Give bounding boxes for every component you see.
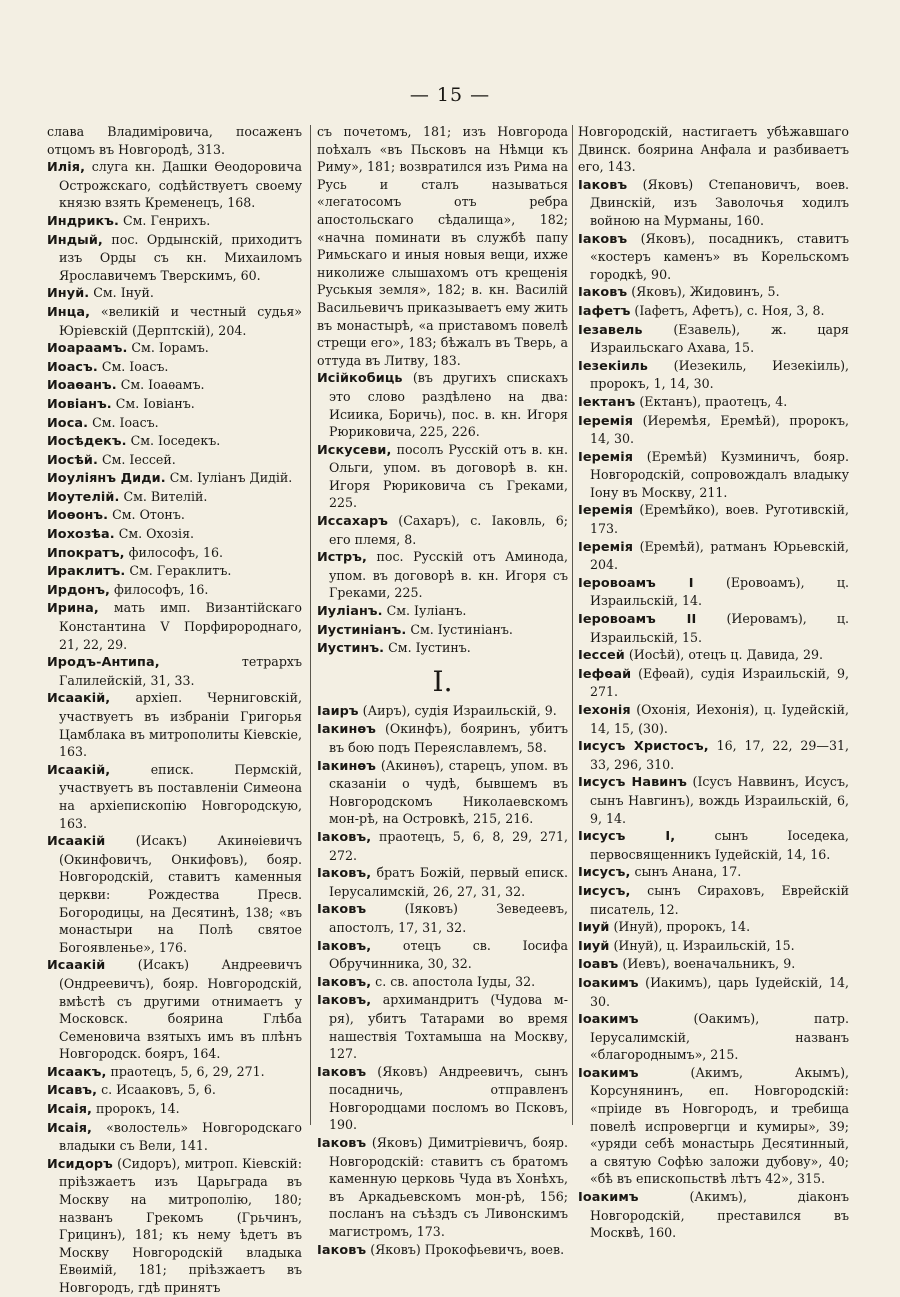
entry-text: См. Іуліанъ. [386,603,467,619]
dictionary-entry [47,212,302,231]
entry-headword: Іеремія [578,449,634,465]
dictionary-entry [317,937,568,973]
entry-text: (Акимъ, Акымъ), Корсунянинъ, еп. Новгородскій: «пріиде въ Новгородъ, и требища повелѣ испровергци и кумиры», 39; «уряди себѣ монастырь Десятинный, а святую Софѣю заложи дубову», 40; «бѣ въ епископьствѣ лѣтъ 42», 315. [590,1064,849,1187]
entry-headword: Іеремія [578,539,634,555]
entry-text: (Ісусъ Наввинъ, Исусъ, сынъ Навгинъ), вождь Израильскій, 6, 9, 14. [590,774,849,826]
entry-headword: Іиуй [578,920,610,936]
entry-headword: Іеровоамъ II [578,612,697,628]
dictionary-entry [47,339,302,358]
entry-text: См. Охозія. [118,526,195,542]
entry-text: См. Іоседекъ. [130,433,221,449]
entry-text: (Іяковъ) Зеведеевъ, апостолъ, 17, 31, 32. [329,901,568,935]
dictionary-entry [47,395,302,414]
entry-text: (Иезекиль, Иезекіиль), пророкъ, 1, 14, 30. [590,357,849,392]
entry-text: слава Владиміровича, посаженъ отцомъ въ Новгородѣ, 313. [47,124,302,157]
entry-text: (Еремѣй), ратманъ Юрьевскій, 204. [590,538,849,573]
entry-text: (Езавель), ж. царя Израильскаго Ахава, 15. [590,321,849,356]
entry-headword: Іаковъ [578,231,628,247]
entry-headword: Индрикъ. [47,213,119,229]
dictionary-entry [317,973,568,992]
entry-headword: Іефѳай [578,666,632,682]
dictionary-entry [47,1081,302,1100]
entry-text: (Иеровамъ), ц. Израильскій, 15. [590,611,850,645]
entry-headword: Иоуліянъ Диди. [47,471,166,487]
entry-text: сынъ Іоседека, первосвященникъ Іудейскій, 14, 16. [590,828,849,862]
dictionary-entry [578,176,849,230]
dictionary-entry [47,158,302,212]
dictionary-entry [47,761,302,832]
dictionary-entry [47,1155,302,1297]
entry-headword: Иссахаръ [317,514,388,530]
entry-headword: Іоакимъ [578,1190,639,1206]
entry-headword: Іоавъ [578,957,619,973]
dictionary-entry [47,451,302,470]
entry-text: еписк. Пермскій, участвуетъ въ поставленіи Симеона на архіепископію Новгородскую, 163. [59,761,302,831]
dictionary-entry [47,599,302,653]
entry-text: (Яковъ) Димитріевичъ, бояр. Новгородскій: ставитъ съ братомъ каменную церковь Чуда въ Хонѣхъ, въ Аркадьевскомъ мон-рѣ, 156; посланъ на съѣздъ съ Ливонскимъ магистромъ, 173. [329,1135,568,1240]
entry-headword: Іектанъ [578,394,636,410]
entry-text: отецъ св. Іосифа Обручинника, 30, 32. [329,937,568,972]
entry-text: философъ, 16. [114,581,209,597]
column-2 [317,123,568,1259]
entry-text: (Акинѳъ), старецъ, упом. въ сказаніи о чудѣ, бывшемъ въ Новгородскомъ Николаевскомъ мон-рѣ, на Островкѣ, 215, 216. [329,757,568,827]
entry-headword: Иовіанъ. [47,396,112,412]
entry-text: (Яковъ) Прокофьевичъ, воев. [370,1241,565,1257]
entry-headword: Истръ, [317,550,367,566]
entry-headword: Іисусъ, [578,883,631,899]
entry-text: См. Іовіанъ. [115,395,195,411]
entry-text: сынъ Сираховъ, Еврейскій писатель, 12. [590,882,849,917]
entry-headword: Исаакій [47,834,106,850]
dictionary-entry [578,1188,849,1242]
entry-text: См. Інуй. [93,285,154,301]
dictionary-entry [578,538,849,574]
entry-text: (Яковъ) Андреевичъ, сынъ посадничь, отправленъ Новгородцами посломъ во Псковъ, 190. [329,1063,568,1133]
entry-text: пророкъ, 14. [96,1101,180,1117]
entry-headword: Іаковъ [317,1242,367,1258]
dictionary-entry [47,832,302,956]
entry-headword: Іезекіиль [578,358,648,374]
entry-text: См. Генрихъ. [123,212,211,228]
entry-headword: Іаковъ, [317,993,372,1009]
dictionary-entry [317,900,568,936]
dictionary-entry [47,469,302,488]
dictionary-entry [317,621,568,640]
dictionary-entry [47,284,302,303]
entry-headword: Исаія, [47,1120,92,1136]
entry-text: архіеп. Черниговскій, участвуетъ въ избраніи Григорья Цамблака въ митрополиты Кіевскіе, 163. [59,690,302,760]
dictionary-entry [578,955,849,974]
dictionary-entry [578,918,849,937]
dictionary-entry [47,1063,302,1082]
entry-text: (Иевъ), военачальникъ, 9. [622,956,796,972]
dictionary-entry [578,412,849,448]
entry-text: праотецъ, 5, 6, 29, 271. [110,1063,265,1079]
dictionary-entry [317,123,568,369]
entry-text: посолъ Русскій отъ в. кн. Ольги, упом. въ договорѣ в. кн. Игоря Рюриковича съ Греками, 225. [329,441,568,511]
entry-headword: Иоаѳанъ. [47,378,117,394]
entry-text: (Иеремѣя, Еремѣй), пророкъ, 14, 30. [590,412,849,447]
dictionary-entry [578,357,849,393]
entry-text: (Иакимъ), царь Іудейскій, 14, 30. [590,974,849,1009]
entry-headword: Исаакій [47,958,106,974]
entry-text: См. Гераклитъ. [129,563,232,579]
entry-headword: Іессей [578,648,625,664]
dictionary-entry [317,602,568,621]
entry-text: См. Іустиніанъ. [410,621,513,637]
entry-headword: Іисусъ Христосъ, [578,739,709,755]
entry-text: (Еремѣй) Кузминичъ, бояр. Новгородскій, сопровождалъ владыку Іону въ Москву, 211. [590,448,849,500]
entry-headword: Іаковъ, [317,866,372,882]
entry-text: (Яковъ), Жидовинъ, 5. [631,284,780,300]
entry-text: См. Іустинъ. [388,640,471,656]
entry-headword: Иродъ-Антипа, [47,655,160,671]
entry-text: (Сидоръ), митроп. Кіевскій: пріѣзжаетъ изъ Царьграда въ Москву на митрополію, 180; названъ Грекомъ (Грьчинъ, Грицинъ), 181; къ нему ѣдетъ въ Москву Новгородскій владыка Евѳимій, 181; пріѣзжаетъ въ Новгородъ, гдѣ принятъ [59,1155,302,1295]
entry-headword: Ипократъ, [47,545,125,561]
entry-headword: Іакинѳъ [317,758,376,774]
entry-text: (Еремѣйко), воев. Руготивскій, 173. [590,502,849,537]
dictionary-entry [578,665,849,701]
entry-headword: Ирдонъ, [47,582,111,598]
dictionary-entry [578,882,849,918]
entry-headword: Іакинѳъ [317,722,376,738]
dictionary-entry [47,358,302,377]
entry-text: Новгородскій, настигаетъ убѣжавшаго Двинск. боярина Анфала и разбиваетъ его, 143. [578,124,849,175]
dictionary-entry [317,369,568,440]
entry-text: философъ, 16. [128,544,224,560]
entry-text: сынъ Анана, 17. [634,864,742,880]
dictionary-entry [317,757,568,828]
column-3 [578,123,849,1242]
dictionary-entry [578,574,849,610]
dictionary-entry [47,653,302,689]
entry-headword: Исавъ, [47,1083,98,1099]
column-divider [572,125,573,1125]
entry-headword: Іаковъ [317,1136,367,1152]
entry-headword: Иосѣй. [47,452,98,468]
entry-text: (Исакъ) Акинѳіевичъ (Окинфовичъ, Онкифовъ), бояр. Новгородскій, ставитъ каменныя церкви: Рождества Пресв. Богородицы, на Десятинѣ, 138; «въ монастыри на Полѣ святое Богоявленье», 176. [59,833,302,955]
entry-headword: Іоакимъ [578,1065,639,1081]
entry-text: (Акимъ), діаконъ Новгородскій, преставился въ Москвѣ, 160. [590,1189,849,1241]
dictionary-entry [47,488,302,507]
entry-headword: Исаакій, [47,691,111,707]
dictionary-entry [578,230,849,284]
entry-headword: Иосѣдекъ. [47,434,127,450]
dictionary-entry [578,646,849,665]
dictionary-entry [578,610,849,646]
dictionary-entry [578,321,849,357]
entry-headword: Иоутелій. [47,489,120,505]
entry-text: мать имп. Византійскаго Константина V Порфиророднаго, 21, 22, 29. [59,600,302,652]
entry-text: См. Отонъ. [112,507,185,523]
dictionary-entry [317,639,568,658]
entry-headword: Іаковъ, [317,938,372,954]
entry-text: См. Іоасъ. [101,358,169,374]
entry-text: (Ектанъ), праотецъ, 4. [639,393,788,409]
entry-text: (Сахаръ), с. Іаковль, 6; его племя, 8. [329,513,568,547]
dictionary-entry [317,828,568,864]
entry-headword: Иуліанъ. [317,604,383,620]
entry-headword: Іеровоамъ I [578,575,694,591]
entry-text: (Инуй), ц. Израильскій, 15. [613,937,795,953]
entry-headword: Исійкобиць [317,371,403,387]
entry-text: (Аиръ), судія Израильскій, 9. [362,702,557,718]
dictionary-entry [317,1134,568,1241]
dictionary-entry [47,525,302,544]
dictionary-entry [47,506,302,525]
dictionary-entry [578,737,849,773]
entry-headword: Іеремія [578,503,634,519]
entry-headword: Іиуй [578,938,610,954]
entry-text: (Исакъ) Андреевичъ (Ондреевичъ), бояр. Новгородскій, вмѣстѣ съ другими отнимаетъ у Московск. боярина Глѣба Семеновича взятыхъ имъ въ плѣнъ Новгородск. бояръ, 164. [59,957,302,1062]
entry-text: «великій и честный судья» Юріевскій (Дерптскій), 204. [59,303,302,338]
entry-text: (Инуй), пророкъ, 14. [613,919,751,935]
entry-headword: Іафетъ [578,303,631,319]
entry-headword: Иоасъ. [47,359,98,375]
entry-text: (Іафетъ, Афетъ), с. Ноя, 3, 8. [634,302,825,318]
entry-headword: Исаакъ, [47,1064,107,1080]
entry-text: пос. Русскій отъ Аминода, упом. въ договорѣ в. кн. Игоря съ Греками, 225. [329,549,568,601]
entry-headword: Іезавель [578,322,643,338]
dictionary-entry [317,1063,568,1134]
entry-text: «волостель» Новгородскаго владыки съ Вели, 141. [59,1119,302,1154]
entry-headword: Іаковъ [317,902,367,918]
entry-headword: Исидоръ [47,1156,113,1172]
dictionary-entry [47,562,302,581]
dictionary-entry [317,991,568,1062]
dictionary-entry [317,1241,568,1260]
entry-headword: Индый, [47,232,103,248]
page-number: — 15 — [409,84,491,106]
dictionary-entry [47,303,302,339]
entry-headword: Исаакій, [47,762,111,778]
entry-headword: Іаковъ, [317,829,372,845]
entry-headword: Іеремія [578,413,634,429]
entry-text: (Иосѣй), отецъ ц. Давида, 29. [628,647,824,663]
dictionary-entry [317,702,568,721]
dictionary-entry [317,720,568,756]
entry-text: См. Вителій. [123,488,208,504]
dictionary-entry [578,773,849,827]
entry-headword: Іехонія [578,703,631,718]
dictionary-entry [317,512,568,548]
entry-headword: Ираклитъ. [47,564,126,580]
dictionary-entry [47,1119,302,1155]
entry-text: 16, 17, 22, 29—31, 33, 296, 310. [590,738,850,772]
entry-headword: Иоараамъ. [47,341,128,357]
entry-text: архимандритъ (Чудова м-ря), убитъ Татарами во время нашествія Тохтамыша на Москву, 127. [329,992,568,1062]
entry-text: (Охонія, Иехонія), ц. Іудейскій, 14, 15, (30). [590,702,849,736]
entry-text: (Окинфъ), бояринъ, убитъ въ бою подъ Переяславлемъ, 58. [329,721,568,755]
dictionary-entry [578,448,849,502]
entry-headword: Ирина, [47,601,99,617]
entry-text: (Яковъ) Степановичъ, воев. Двинскій, изъ Заволочья ходилъ войною на Мурманы, 160. [590,176,849,228]
entry-text: См. Іоаѳамъ. [120,377,205,393]
entry-headword: Іисусъ Навинъ [578,775,687,791]
entry-headword: Инца, [47,304,91,320]
entry-text: См. Іорамъ. [131,340,209,356]
dictionary-entry [578,1064,849,1188]
dictionary-entry [578,501,849,537]
column-divider [310,125,311,1125]
dictionary-entry [47,376,302,395]
dictionary-entry [47,414,302,433]
entry-text: праотецъ, 5, 6, 8, 29, 271, 272. [329,828,568,863]
entry-text: братъ Божій, первый еписк. Іерусалимскій, 26, 27, 31, 32. [329,865,568,899]
entry-text: См. Іессей. [101,451,176,467]
entry-headword: Исаія, [47,1102,92,1118]
entry-headword: Іоакимъ [578,1012,639,1028]
entry-text: пос. Ордынскій, приходитъ изъ Орды съ кн. Михаиломъ Ярославичемъ Тверскимъ, 60. [59,231,302,283]
entry-text: съ почетомъ, 181; изъ Новгорода поѣхалъ «въ Пьсковъ на Нѣмци къ Риму», 181; возвратился изъ Рима на Русь и сталъ называться «легатосомъ отъ ребра апостольскаго сѣдалища», 182; «начна поминати въ службѣ папу Римьскаго и иныя новыя вещи, ихже николиже слышахомъ отъ крещенія Руськыя земля», 182; в. кн. Василій Васильевичъ приказываетъ ему жить въ монастырѣ, «а приставомъ повелѣ стрещи его», 183; бѣжалъ въ Тверь, а оттуда въ Литву, 183. [317,124,568,368]
dictionary-entry [47,581,302,600]
entry-text: (Ефѳай), судія Израильскій, 9, 271. [590,665,849,700]
entry-text: (Оакимъ), патр. Іерусалимскій, названъ «благороднымъ», 215. [590,1011,849,1063]
dictionary-entry [47,123,302,158]
dictionary-entry [578,863,849,882]
column-1 [47,123,302,1297]
entry-text: (Яковъ), посадникъ, ставитъ «костеръ каменъ» въ Корельскомъ городкѣ, 90. [590,230,849,282]
dictionary-entry [317,864,568,900]
entry-text: слуга кн. Дашки Ѳеодоровича Острожскаго, содѣйствуетъ своему князю взять Кременецъ, 168. [59,159,302,211]
entry-text: См. Іоасъ. [92,414,159,430]
entry-text: (въ другихъ спискахъ это слово раздѣлено на два: Исиика, Боричь), пос. в. кн. Игоря Рюриковича, 225, 226. [329,370,568,440]
dictionary-entry [317,548,568,602]
dictionary-entry [317,441,568,512]
dictionary-entry [578,283,849,302]
dictionary-entry [578,123,849,176]
entry-text: с. св. апостола Іуды, 32. [375,973,536,989]
entry-headword: Іисусъ, [578,865,631,881]
entry-headword: Искусеви, [317,442,392,458]
dictionary-entry [578,701,849,737]
dictionary-entry [578,1010,849,1064]
entry-headword: Иустиніанъ. [317,622,407,638]
entry-headword: Іаиръ [317,703,359,719]
dictionary-entry [578,302,849,321]
letter-heading: І. [432,664,453,698]
dictionary-entry [47,231,302,285]
entry-headword: Іаковъ [317,1064,367,1080]
dictionary-entry [578,937,849,956]
entry-headword: Иоса. [47,415,89,431]
entry-headword: Іоакимъ [578,975,639,991]
entry-text: с. Исааковъ, 5, 6. [101,1082,216,1098]
entry-headword: Іаковъ [578,285,628,301]
entry-headword: Инуй. [47,286,90,302]
dictionary-entry [578,393,849,412]
entry-headword: Иоѳонъ. [47,508,109,524]
dictionary-entry [578,974,849,1010]
entry-headword: Іаковъ [578,177,628,193]
dictionary-entry [578,827,849,863]
entry-headword: Іисусъ I, [578,829,676,845]
entry-text: См. Іуліанъ Дидій. [169,470,293,486]
entry-headword: Іаковъ, [317,974,372,990]
entry-text: (Еровоамъ), ц. Израильскій, 14. [590,574,850,609]
entry-headword: Иустинъ. [317,641,385,657]
entry-headword: Илія, [47,160,86,176]
dictionary-entry [47,689,302,760]
dictionary-entry [47,432,302,451]
dictionary-entry [47,544,302,563]
entry-headword: Иохозѣа. [47,527,115,543]
dictionary-entry [47,1100,302,1119]
dictionary-entry [47,956,302,1063]
entry-text: тетрархъ Галилейскій, 31, 33. [59,654,302,688]
